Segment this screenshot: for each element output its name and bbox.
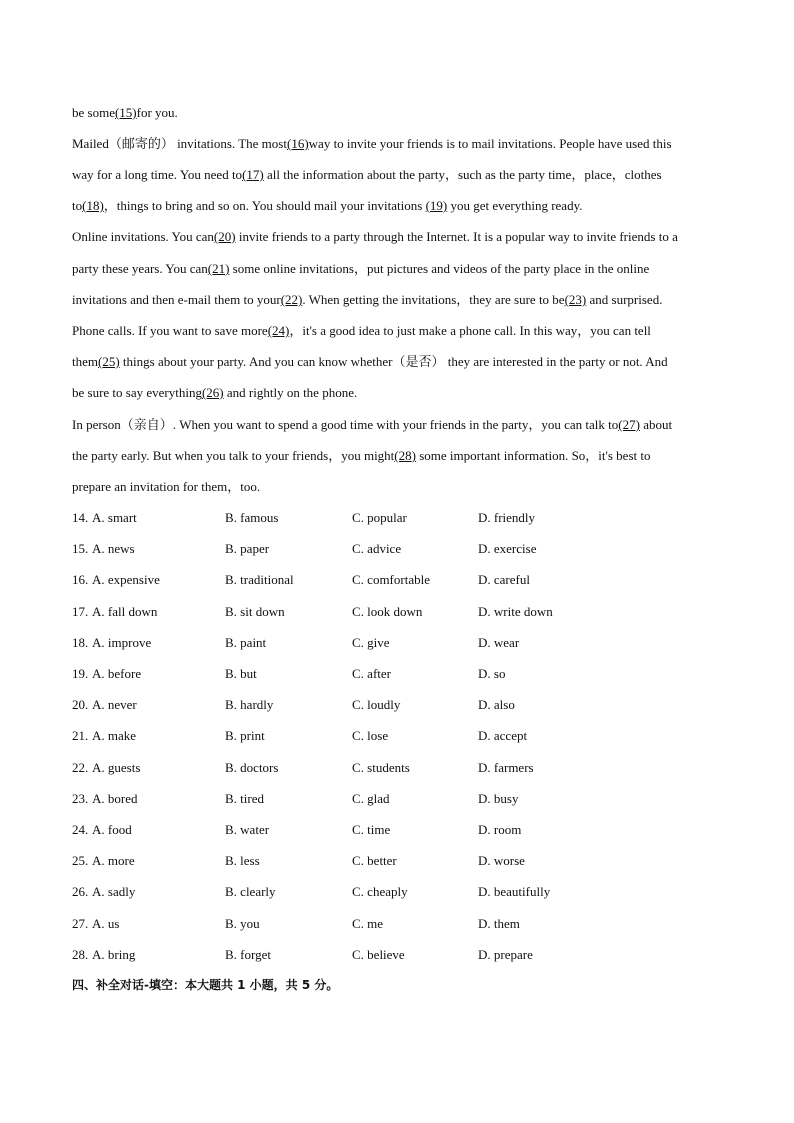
option-b[interactable]: B. traditional xyxy=(225,572,294,588)
question-row xyxy=(72,758,722,778)
passage-text: invitations and then e-mail them to your xyxy=(72,292,281,307)
passage-text: . When getting the invitations，they are sure to be xyxy=(302,292,565,307)
option-b[interactable]: B. famous xyxy=(225,510,279,525)
passage-line xyxy=(72,290,722,310)
option-b[interactable]: B. hardly xyxy=(225,697,274,713)
passage-line xyxy=(72,383,722,403)
question-row xyxy=(72,570,722,590)
question-row xyxy=(72,851,722,871)
question-number: 21. xyxy=(72,728,89,744)
option-a[interactable]: A. fall down xyxy=(92,603,158,619)
passage-text: prepare an invitation for them，too. xyxy=(72,479,261,494)
passage-text: about xyxy=(639,417,673,432)
passage-text: ，it's a good idea to just make a phone call. In this way，you can tell xyxy=(289,323,651,338)
option-a[interactable]: A. make xyxy=(92,728,137,744)
question-row xyxy=(72,633,722,653)
passage-text: Phone calls. If you want to save more xyxy=(72,323,268,338)
option-d[interactable]: D. write down xyxy=(478,603,553,619)
question-number: 27. xyxy=(72,915,89,931)
option-c[interactable]: C. loudly xyxy=(352,697,401,713)
question-number: 19. xyxy=(72,666,89,681)
option-b[interactable]: B. water xyxy=(225,822,270,837)
blank-number: (16) xyxy=(286,136,309,151)
option-c[interactable]: C. look down xyxy=(352,603,423,619)
option-b[interactable]: B. you xyxy=(225,915,260,931)
option-a[interactable]: A. before xyxy=(92,666,142,681)
section-heading: 四、补全对话-填空：本大题共 1 小题，共 5 分。 xyxy=(72,978,339,992)
passage-text: invite friends to a party through the Internet. It is a popular way to invite friends to a xyxy=(235,229,678,244)
option-c[interactable]: C. after xyxy=(352,666,391,681)
question-number: 18. xyxy=(72,634,89,650)
passage-line xyxy=(72,196,722,216)
passage-line xyxy=(72,446,722,466)
passage-line xyxy=(72,227,722,247)
question-number: 22. xyxy=(72,759,89,775)
passage-text: things about your party. And you can know whether（是否） they are interested in the party or not. And xyxy=(119,354,668,369)
blank-number: (23) xyxy=(564,292,587,307)
option-d[interactable]: D. room xyxy=(478,822,522,837)
passage-text: them xyxy=(72,354,98,369)
question-row xyxy=(72,508,722,528)
option-d[interactable]: D. friendly xyxy=(478,510,536,525)
question-number: 26. xyxy=(72,884,89,900)
option-a[interactable]: A. sadly xyxy=(92,884,136,900)
question-row xyxy=(72,664,722,684)
passage-text: be some xyxy=(72,105,115,120)
passage-line xyxy=(72,134,722,154)
blank-number: (24) xyxy=(267,323,290,338)
passage-text: Online invitations. You can xyxy=(72,229,214,244)
passage-text: for you. xyxy=(136,105,178,120)
question-row xyxy=(72,914,722,934)
question-number: 24. xyxy=(72,822,89,837)
option-c[interactable]: C. comfortable xyxy=(352,572,430,588)
option-c[interactable]: C. glad xyxy=(352,790,390,806)
option-a[interactable]: A. bring xyxy=(92,946,136,962)
blank-number: (25) xyxy=(98,354,120,369)
option-d[interactable]: D. exercise xyxy=(478,541,537,557)
question-row xyxy=(72,789,722,809)
passage-text: way for a long time. You need to xyxy=(72,167,243,182)
blank-number: (19) xyxy=(425,198,448,213)
passage-line xyxy=(72,165,722,185)
option-a[interactable]: A. more xyxy=(92,853,135,869)
option-c[interactable]: C. give xyxy=(352,634,390,650)
question-number: 25. xyxy=(72,853,89,869)
passage-text: and surprised. xyxy=(586,292,663,307)
blank-number: (22) xyxy=(280,292,303,307)
question-row xyxy=(72,726,722,746)
question-number: 17. xyxy=(72,603,89,619)
blank-number: (21) xyxy=(207,261,230,276)
option-d[interactable]: D. them xyxy=(478,915,520,931)
passage-text: Mailed（邮寄的） invitations. The most xyxy=(72,136,287,151)
question-row xyxy=(72,882,722,902)
option-b[interactable]: B. forget xyxy=(225,946,271,962)
passage-text: ，things to bring and so on. You should mail your invitations xyxy=(103,198,426,213)
option-a[interactable]: A. food xyxy=(92,822,132,837)
option-a[interactable]: A. smart xyxy=(92,510,137,525)
option-a[interactable]: A. guests xyxy=(92,759,141,775)
passage-text: to xyxy=(72,198,83,213)
option-c[interactable]: C. advice xyxy=(352,541,402,557)
passage-text: party these years. You can xyxy=(72,261,208,276)
option-d[interactable]: D. so xyxy=(478,666,506,681)
option-b[interactable]: B. tired xyxy=(225,790,264,806)
option-b[interactable]: B. clearly xyxy=(225,884,276,900)
passage-text: and rightly on the phone. xyxy=(223,385,358,400)
option-c[interactable]: C. popular xyxy=(352,510,407,525)
option-d[interactable]: D. worse xyxy=(478,853,525,869)
question-number: 16. xyxy=(72,572,89,588)
passage-text: some online invitations，put pictures and videos of the party place in the online xyxy=(229,261,650,276)
blank-number: (28) xyxy=(394,448,416,463)
option-c[interactable]: C. better xyxy=(352,853,397,869)
question-number: 20. xyxy=(72,697,89,713)
option-c[interactable]: C. me xyxy=(352,915,384,931)
passage-line xyxy=(72,477,722,497)
passage-line xyxy=(72,321,722,341)
option-d[interactable]: D. beautifully xyxy=(478,884,551,900)
passage-text: way to invite your friends is to mail invitations. People have used this xyxy=(308,136,672,151)
option-b[interactable]: B. print xyxy=(225,728,265,744)
option-b[interactable]: B. paper xyxy=(225,541,270,557)
question-row xyxy=(72,695,722,715)
question-row xyxy=(72,539,722,559)
passage-line xyxy=(72,103,722,123)
option-d[interactable]: D. careful xyxy=(478,572,530,588)
option-d[interactable]: D. wear xyxy=(478,634,520,650)
option-c[interactable]: C. lose xyxy=(352,728,389,744)
option-b[interactable]: B. sit down xyxy=(225,603,285,619)
passage-text: some important information. So，it's best to xyxy=(415,448,651,463)
question-number: 23. xyxy=(72,790,89,806)
question-row xyxy=(72,820,722,840)
option-a[interactable]: A. expensive xyxy=(92,572,160,588)
option-b[interactable]: B. doctors xyxy=(225,759,279,775)
option-d[interactable]: D. prepare xyxy=(478,946,533,962)
blank-number: (15) xyxy=(114,105,137,120)
passage-line xyxy=(72,352,722,372)
passage-text: all the information about the party，such as the party time，place，clothes xyxy=(263,167,662,182)
passage-text: In person（亲自）. When you want to spend a good time with your friends in the party，you can talk to xyxy=(72,417,619,432)
option-a[interactable]: A. improve xyxy=(92,634,152,650)
option-c[interactable]: C. believe xyxy=(352,946,405,962)
option-a[interactable]: A. never xyxy=(92,697,137,713)
passage-text: be sure to say everything xyxy=(72,385,202,400)
passage-text: the party early. But when you talk to your friends，you might xyxy=(72,448,395,463)
passage-line xyxy=(72,415,722,435)
question-row xyxy=(72,945,722,965)
blank-number: (26) xyxy=(201,385,224,400)
question-number: 28. xyxy=(72,946,89,962)
passage-line xyxy=(72,259,722,279)
option-a[interactable]: A. news xyxy=(92,541,135,557)
passage-text: you get everything ready. xyxy=(447,198,583,213)
option-d[interactable]: D. also xyxy=(478,697,515,713)
option-b[interactable]: B. but xyxy=(225,666,257,681)
blank-number: (27) xyxy=(618,417,640,432)
option-d[interactable]: D. busy xyxy=(478,790,519,806)
blank-number: (18) xyxy=(82,198,104,213)
option-a[interactable]: A. bored xyxy=(92,790,138,806)
question-row xyxy=(72,602,722,622)
question-number: 14. xyxy=(72,510,89,525)
option-b[interactable]: B. paint xyxy=(225,634,267,650)
option-c[interactable]: C. cheaply xyxy=(352,884,408,900)
blank-number: (20) xyxy=(213,229,236,244)
option-d[interactable]: D. accept xyxy=(478,728,528,744)
option-a[interactable]: A. us xyxy=(92,915,120,931)
question-number: 15. xyxy=(72,541,89,557)
option-b[interactable]: B. less xyxy=(225,853,260,869)
option-c[interactable]: C. time xyxy=(352,822,391,837)
option-c[interactable]: C. students xyxy=(352,759,410,775)
blank-number: (17) xyxy=(242,167,264,182)
option-d[interactable]: D. farmers xyxy=(478,759,534,775)
